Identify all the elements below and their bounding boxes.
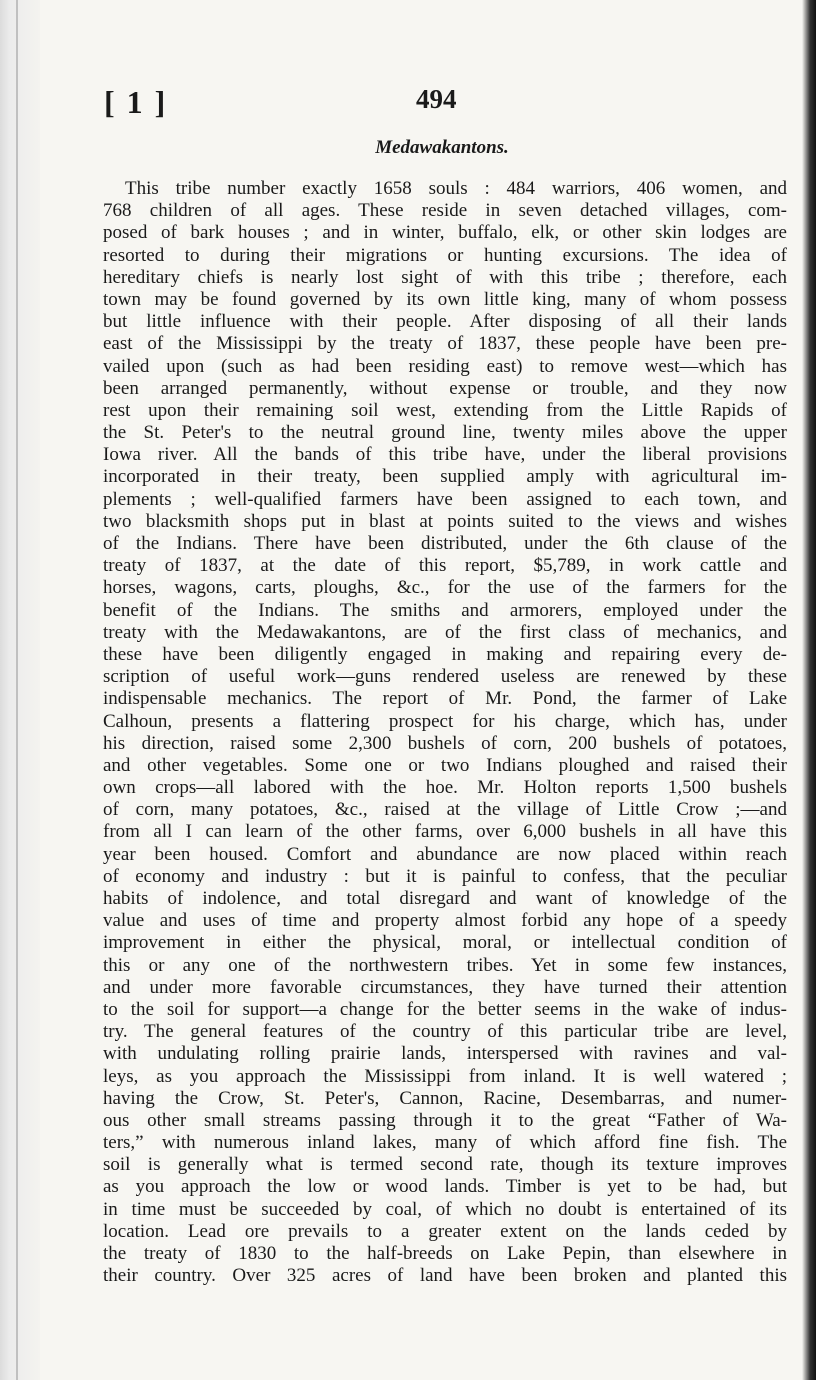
text-line: 768 children of all ages. These reside in seven detached villages, com- [103, 200, 787, 222]
text-line: rest upon their remaining soil west, extending from the Little Rapids of [103, 399, 787, 421]
text-line: location. Lead ore prevails to a greater extent on the lands ceded by [103, 1220, 787, 1242]
text-line: benefit of the Indians. The smiths and armorers, employed under the [103, 599, 787, 621]
text-line: resorted to during their migrations or hunting excursions. The idea of [103, 244, 787, 266]
scan-binding-line [16, 0, 18, 1380]
text-line: but little influence with their people. After disposing of all their lands [103, 311, 787, 333]
scan-left-margin [0, 0, 40, 1380]
text-line: this or any one of the northwestern tribes. Yet in some few instances, [103, 954, 787, 976]
text-line: the treaty of 1830 to the half-breeds on Lake Pepin, than elsewhere in [103, 1243, 787, 1264]
text-line: indispensable mechanics. The report of Mr. Pond, the farmer of Lake [103, 688, 787, 710]
text-line: to the soil for support—a change for the better seems in the wake of indus- [103, 998, 787, 1020]
text-line: soil is generally what is termed second rate, though its texture improves [103, 1154, 787, 1176]
text-line: incorporated in their treaty, been supplied amply with agricultural im- [103, 466, 787, 488]
text-line: his direction, raised some 2,300 bushels of corn, 200 bushels of potatoes, [103, 732, 787, 754]
text-line: and other vegetables. Some one or two Indians ploughed and raised their [103, 754, 787, 776]
signature-mark: [ 1 ] [104, 84, 168, 120]
text-line: scription of useful work—guns rendered useless are renewed by these [103, 666, 787, 688]
text-line: of corn, many potatoes, &c., raised at the village of Little Crow ;—and [103, 799, 787, 821]
text-line: leys, as you approach the Mississippi from inland. It is well watered ; [103, 1065, 787, 1087]
text-line: from all I can learn of the other farms, over 6,000 bushels in all have this [103, 821, 787, 843]
text-line: having the Crow, St. Peter's, Cannon, Racine, Desembarras, and numer- [103, 1087, 787, 1109]
text-line: their country. Over 325 acres of land have been broken and planted this [103, 1265, 787, 1287]
text-line: value and uses of time and property almost forbid any hope of a speedy [103, 910, 787, 932]
text-line: improvement in either the physical, moral, or intellectual condition of [103, 932, 787, 954]
text-line: plements ; well-qualified farmers have been assigned to each town, and [103, 488, 787, 510]
text-line: treaty with the Medawakantons, are of the first class of mechanics, and [103, 621, 787, 643]
text-line: the St. Peter's to the neutral ground line, twenty miles above the upper [103, 422, 787, 444]
text-line: and under more favorable circumstances, they have turned their attention [103, 976, 787, 998]
text-line: own crops—all labored with the hoe. Mr. Holton reports 1,500 bushels [103, 777, 787, 799]
text-line: Calhoun, presents a flattering prospect for his charge, which has, under [103, 710, 787, 732]
text-line: two blacksmith shops put in blast at points suited to the views and wishes [103, 510, 787, 532]
text-line: treaty of 1837, at the date of this report, $5,789, in work cattle and [103, 555, 787, 577]
text-line: hereditary chiefs is nearly lost sight of with this tribe ; therefore, each [103, 266, 787, 288]
text-line: year been housed. Comfort and abundance are now placed within reach [103, 843, 787, 865]
text-line: of the Indians. There have been distributed, under the 6th clause of the [103, 533, 787, 554]
text-line: town may be found governed by its own little king, many of whom possess [103, 288, 787, 310]
text-line: these have been diligently engaged in making and repairing every de- [103, 643, 787, 665]
text-line: habits of indolence, and total disregard and want of knowledge of the [103, 888, 787, 909]
text-line: ous other small streams passing through it to the great “Father of Wa- [103, 1109, 787, 1131]
text-line: in time must be succeeded by coal, of which no doubt is entertained of its [103, 1198, 787, 1220]
text-line: ters,” with numerous inland lakes, many of which afford fine fish. The [103, 1132, 787, 1154]
text-line: been arranged permanently, without expense or trouble, and they now [103, 377, 787, 399]
text-line: east of the Mississippi by the treaty of 1837, these people have been pre- [103, 333, 787, 355]
text-line: Iowa river. All the bands of this tribe have, under the liberal provisions [103, 444, 787, 466]
text-line: posed of bark houses ; and in winter, buffalo, elk, or other skin lodges are [103, 222, 787, 244]
text-line: as you approach the low or wood lands. Timber is yet to be had, but [103, 1176, 787, 1198]
text-line: This tribe number exactly 1658 souls : 484 warriors, 406 women, and [125, 178, 787, 199]
scan-right-edge [802, 0, 816, 1380]
text-line: try. The general features of the country of this particular tribe are level, [103, 1021, 787, 1043]
text-line: horses, wagons, carts, ploughs, &c., for the use of the farmers for the [103, 577, 787, 599]
text-line: with undulating rolling prairie lands, interspersed with ravines and val- [103, 1043, 787, 1065]
section-title: Medawakantons. [375, 137, 509, 158]
text-line: of economy and industry : but it is painful to confess, that the peculiar [103, 865, 787, 887]
page-number: 494 [416, 84, 457, 114]
body-paragraph [103, 178, 787, 1287]
text-line: vailed upon (such as had been residing east) to remove west—which has [103, 355, 787, 377]
